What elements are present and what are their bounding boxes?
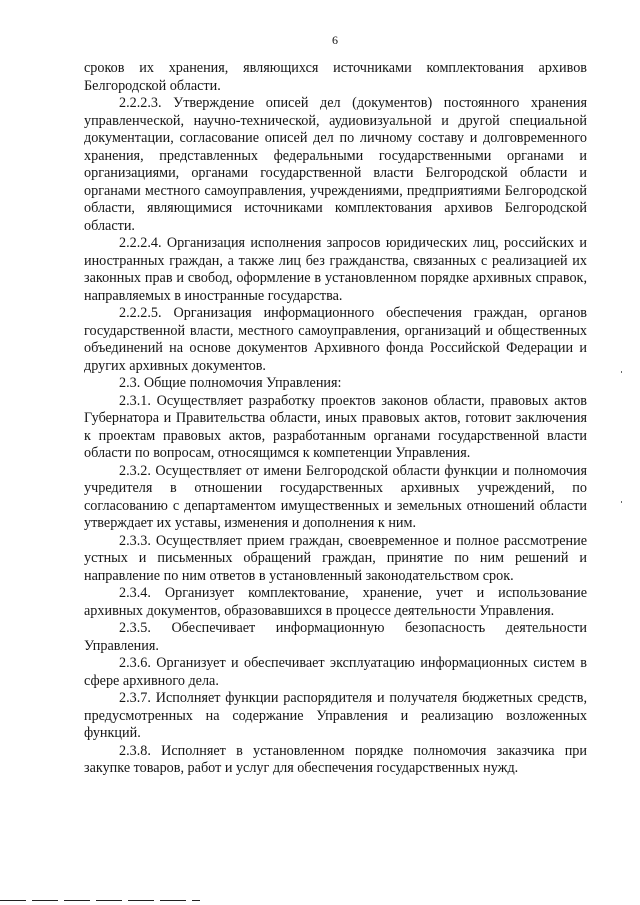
scan-artifact-dot bbox=[621, 501, 622, 503]
page-number: 6 bbox=[332, 33, 338, 47]
paragraph-2-3-7: 2.3.7. Исполняет функции распорядителя и получателя бюджетных средств, предусмотренных на содержание Управления и реализацию возложенных функций. bbox=[84, 690, 587, 741]
scan-artifact-dot bbox=[621, 371, 622, 373]
paragraph-2-3-4: 2.3.4. Организует комплектование, хранение, учет и использование архивных документов, образовавшихся в процессе деятельности Управления. bbox=[84, 585, 587, 619]
paragraph-2-2-2-4: 2.2.2.4. Организация исполнения запросов юридических лиц, российских и иностранных граждан, а также лиц без гражданства, связанных с реализацией их законных прав и свобод, оформление в установленном порядке архивных справок, направляемых в иностранные государства. bbox=[84, 235, 587, 304]
paragraph-2-2-2-5: 2.2.2.5. Организация информационного обеспечения граждан, органов государственной власти, местного самоуправления, организаций и общественных объединений на основе документов Архивного фонда Российской Федерации и других архивных документов. bbox=[84, 305, 587, 374]
paragraph-2-3-8: 2.3.8. Исполняет в установленном порядке полномочия заказчика при закупке товаров, работ и услуг для обеспечения государственных нужд. bbox=[84, 742, 587, 776]
section-heading-2-3: 2.3. Общие полномочия Управления: bbox=[119, 375, 342, 391]
paragraph-2-3-2: 2.3.2. Осуществляет от имени Белгородской области функции и полномочия учредителя в отношении государственных архивных учреждений, по согласованию с департаментом имущественных и земельных отношений области утверждает их уставы, изменения и дополнения к ним. bbox=[84, 462, 587, 531]
document-body bbox=[84, 60, 587, 778]
scan-artifact-line bbox=[0, 900, 200, 901]
paragraph-2-2-2-3: 2.2.2.3. Утверждение описей дел (документов) постоянного хранения управленческой, научно-технической, аудиовизуальной и другой специальной документации, согласование описей дел по личному составу и долговременного хранения, представленных федеральными государственными органами и организациями, органами государственной власти Белгородской области и органами местного самоуправления, учреждениями, предприятиями Белгородской области, являющимися источниками комплектования архивов Белгородской области. bbox=[84, 95, 587, 234]
paragraph-2-3-3: 2.3.3. Осуществляет прием граждан, своевременное и полное рассмотрение устных и письменных обращений граждан, принятие по ним решений и направление по ним ответов в установленный законодательством срок. bbox=[84, 532, 587, 584]
paragraph-2-3-1: 2.3.1. Осуществляет разработку проектов законов области, правовых актов Губернатора и Правительства области, иных правовых актов, готовит заключения к проектам правовых актов, разработанным органами государственной власти области по вопросам, относящимся к компетенции Управления. bbox=[84, 392, 587, 461]
paragraph-2-3-5: 2.3.5. Обеспечивает информационную безопасность деятельности Управления. bbox=[84, 620, 587, 654]
paragraph-continuation: сроков их хранения, являющихся источниками комплектования архивов Белгородской области. bbox=[84, 60, 587, 94]
paragraph-2-3-6: 2.3.6. Организует и обеспечивает эксплуатацию информационных систем в сфере архивного дела. bbox=[84, 655, 587, 689]
